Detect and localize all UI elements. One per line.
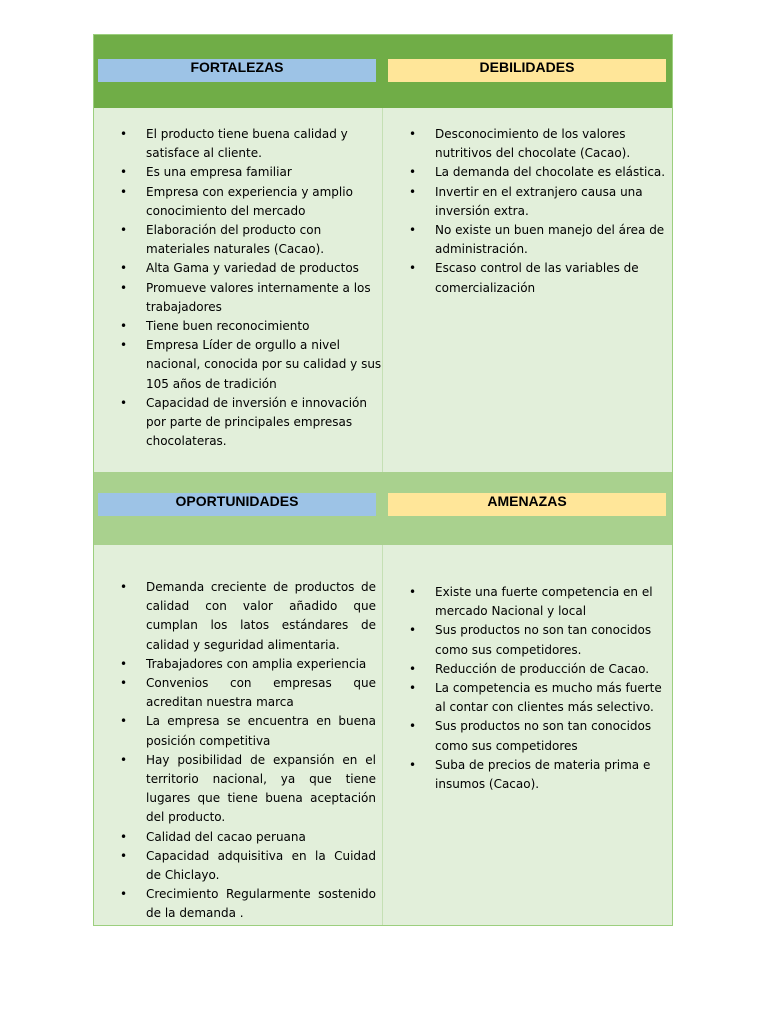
list-item: • Hay posibilidad de expansión en el territorio nacional, ya que tiene lugares que tiene buena aceptación del producto. bbox=[94, 751, 382, 828]
body-row-bottom bbox=[94, 545, 672, 925]
list-item: • Calidad del cacao peruana bbox=[94, 828, 382, 847]
list-item: • Demanda creciente de productos de calidad con valor añadido que cumplan los latos estándares de calidad y seguridad alimentaria. bbox=[94, 578, 382, 655]
list-item: • Crecimiento Regularmente sostenido de la demanda . bbox=[94, 885, 382, 923]
list-item: • Reducción de producción de Cacao. bbox=[383, 660, 672, 679]
fortalezas-cell bbox=[94, 108, 383, 472]
list-item: • Escaso control de las variables de comercialización bbox=[383, 259, 672, 297]
fortalezas-list bbox=[94, 125, 382, 451]
list-item: • Elaboración del producto con materiales naturales (Cacao). bbox=[94, 221, 382, 259]
list-item: • Sus productos no son tan conocidos como sus competidores. bbox=[383, 621, 672, 659]
list-item: • Es una empresa familiar bbox=[94, 163, 382, 182]
amenazas-title: AMENAZAS bbox=[388, 493, 666, 516]
list-item: • Convenios con empresas que acreditan nuestra marca bbox=[94, 674, 382, 712]
list-item: • Empresa con experiencia y amplio conocimiento del mercado bbox=[94, 183, 382, 221]
debilidades-cell bbox=[383, 108, 672, 472]
amenazas-cell bbox=[383, 545, 672, 925]
list-item: • Empresa Líder de orgullo a nivel nacional, conocida por su calidad y sus 105 años de tradición bbox=[94, 336, 382, 394]
amenazas-list bbox=[383, 583, 672, 794]
list-item: • Alta Gama y variedad de productos bbox=[94, 259, 382, 278]
list-item: • Promueve valores internamente a los trabajadores bbox=[94, 279, 382, 317]
list-item: • La demanda del chocolate es elástica. bbox=[383, 163, 672, 182]
list-item: • Desconocimiento de los valores nutritivos del chocolate (Cacao). bbox=[383, 125, 672, 163]
debilidades-title: DEBILIDADES bbox=[388, 59, 666, 82]
list-item: • Trabajadores con amplia experiencia bbox=[94, 655, 382, 674]
oportunidades-cell bbox=[94, 545, 383, 925]
list-item: • Tiene buen reconocimiento bbox=[94, 317, 382, 336]
body-row-top bbox=[94, 108, 672, 472]
list-item: • El producto tiene buena calidad y satisface al cliente. bbox=[94, 125, 382, 163]
debilidades-list bbox=[383, 125, 672, 298]
oportunidades-title: OPORTUNIDADES bbox=[98, 493, 376, 516]
header-row-bottom bbox=[94, 472, 672, 545]
oportunidades-list bbox=[94, 578, 382, 924]
list-item: • La empresa se encuentra en buena posición competitiva bbox=[94, 712, 382, 750]
fortalezas-title: FORTALEZAS bbox=[98, 59, 376, 82]
list-item: • La competencia es mucho más fuerte al contar con clientes más selectivo. bbox=[383, 679, 672, 717]
list-item: • Suba de precios de materia prima e insumos (Cacao). bbox=[383, 756, 672, 794]
list-item: • No existe un buen manejo del área de administración. bbox=[383, 221, 672, 259]
list-item: • Capacidad de inversión e innovación por parte de principales empresas chocolateras. bbox=[94, 394, 382, 452]
list-item: • Sus productos no son tan conocidos como sus competidores bbox=[383, 717, 672, 755]
header-row-top bbox=[94, 35, 672, 108]
list-item: • Existe una fuerte competencia en el mercado Nacional y local bbox=[383, 583, 672, 621]
list-item: • Invertir en el extranjero causa una inversión extra. bbox=[383, 183, 672, 221]
foda-table bbox=[93, 34, 673, 926]
list-item: • Capacidad adquisitiva en la Cuidad de Chiclayo. bbox=[94, 847, 382, 885]
